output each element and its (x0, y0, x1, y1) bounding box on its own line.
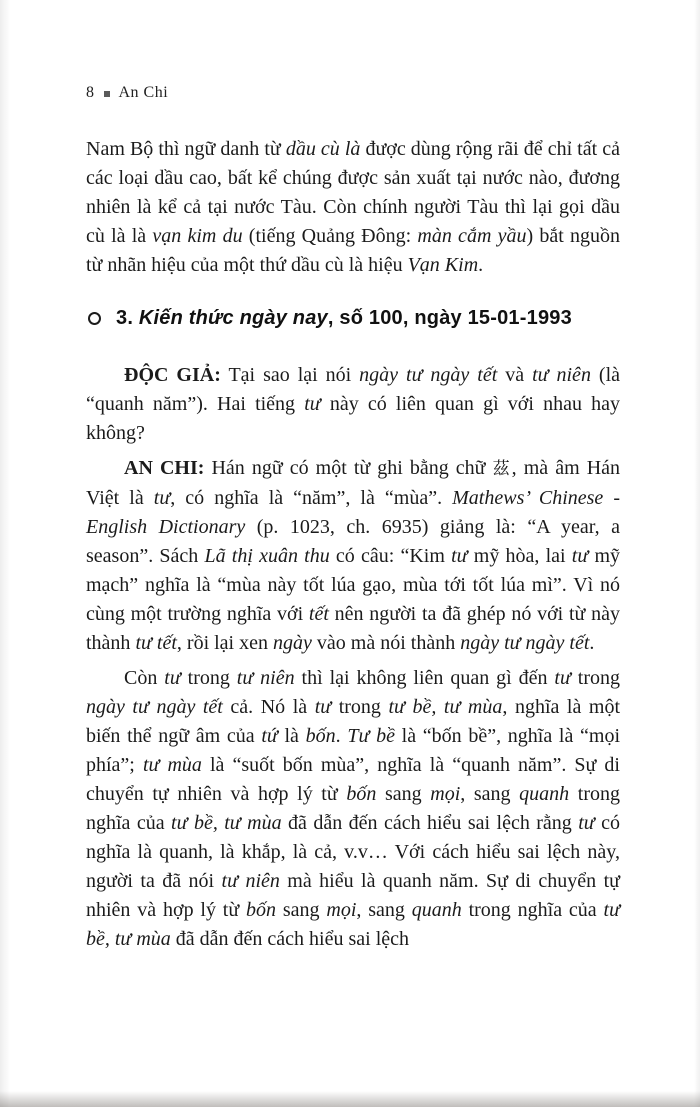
qa-section (86, 361, 620, 954)
page-number: 8 (86, 84, 95, 101)
page-header (86, 84, 620, 102)
paragraph: AN CHI: Hán ngữ có một từ ghi bằng chữ 茲, mà âm Hán Việt là tư, có nghĩa là “năm”, là “mùa”. Mathews’ Chinese - English Dictionary (p. 1023, ch. 6935) giảng là: “A year, a season”. Sách Lã thị xuân thu có câu: “Kim tư mỹ hòa, lai tư mỹ mạch” nghĩa là “mùa này tốt lúa gạo, mùa tới tốt lúa mì”. Vì nó cùng một trường nghĩa với tết nên người ta đã ghép nó với từ này thành tư tết, rồi lại xen ngày vào mà nói thành ngày tư ngày tết. (86, 457, 621, 654)
section-heading (88, 307, 620, 330)
paragraph: Còn tư trong tư niên thì lại không liên quan gì đến tư trong ngày tư ngày tết cả. Nó là tư trong tư bề, tư mùa, nghĩa là một biến thể ngữ âm của tứ là bốn. Tư bề là “bốn bề”, nghĩa là “mọi phía”; tư mùa là “suốt bốn mùa”, nghĩa là “quanh năm”. Sự di chuyển tự nhiên và hợp lý từ bốn sang mọi, sang quanh trong nghĩa của tư bề, tư mùa đã dẫn đến cách hiểu sai lệch rằng tư có nghĩa là quanh, là khắp, là cả, v.v… Với cách hiểu sai lệch này, người ta đã nói tư niên mà hiểu là quanh năm. Sự di chuyển tự nhiên và hợp lý từ bốn sang mọi, sang quanh trong nghĩa của tư bề, tư mùa đã dẫn đến cách hiểu sai lệch (86, 667, 621, 950)
page-edge-shadow-left (0, 0, 10, 1107)
running-title: An Chi (118, 84, 169, 101)
paragraph: ĐỘC GIẢ: Tại sao lại nói ngày tư ngày tết và tư niên (là “quanh năm”). Hai tiếng tư này có liên quan gì với nhau hay không? (86, 364, 621, 444)
intro-section (86, 135, 620, 280)
paragraph: Nam Bộ thì ngữ danh từ dầu cù là được dùng rộng rãi để chỉ tất cả các loại dầu cao, bất kể chúng được sản xuất tại nước nào, đương nhiên là kể cả tại nước Tàu. Còn chính người Tàu thì lại gọi dầu cù là là vạn kim du (tiếng Quảng Đông: màn cắm yầu) bắt nguồn từ nhãn hiệu của một thứ dầu cù là hiệu Vạn Kim. (86, 138, 621, 276)
section-heading-text: 3. Kiến thức ngày nay, số 100, ngày 15-01-1993 (116, 307, 572, 329)
page-edge-shadow-right (694, 0, 700, 1107)
circle-bullet-icon (88, 312, 101, 325)
page-edge-shadow-bottom (0, 1091, 700, 1107)
square-bullet-icon (104, 91, 110, 97)
